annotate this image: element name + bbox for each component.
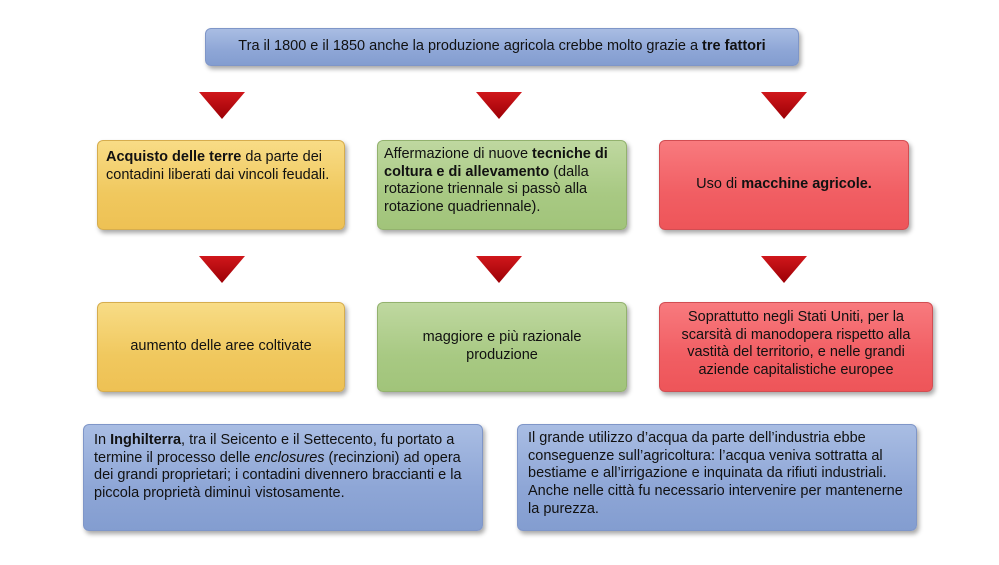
result-usa-text: Soprattutto negli Stati Uniti, per la scarsità di manodopera rispetto alla vastità del territorio, e nelle grandi aziende capitalistiche europee	[681, 309, 911, 379]
arrow-down-icon	[199, 90, 245, 120]
arrow-down-icon	[761, 254, 807, 284]
result-areas-text: aumento delle aree coltivate	[130, 338, 312, 355]
result-box-production	[377, 302, 627, 392]
title-text-bold: tre fattori	[702, 38, 766, 55]
arrow-down-icon	[761, 90, 807, 120]
arrow-down-icon	[476, 254, 522, 284]
title-box	[205, 28, 799, 66]
result-box-areas	[97, 302, 345, 392]
factor-box-techniques	[377, 140, 627, 230]
note-england-rest: (recinzioni) ad opera dei grandi proprietari; i contadini divennero braccianti e la piccola proprietà diminuì vistosamente.	[94, 449, 462, 502]
note-england-bold: Inghilterra	[110, 432, 182, 448]
factor-land-text: da parte dei contadini liberati dai vincoli feudali.	[106, 149, 330, 183]
note-water-text: Il grande utilizzo d’acqua da parte dell’industria ebbe conseguenze sull’agricoltura: l’acqua veniva sottratta al bestiame e all’irrigazione e inquinata da rifiuti industriali. Anche nelle città fu necessario intervenire per mantenerne la purezza.	[528, 430, 903, 517]
factor-machines-pre: Uso di	[696, 176, 742, 193]
note-box-water	[517, 424, 917, 531]
result-production-text: maggiore e più razionale produzione	[422, 329, 582, 363]
title-text	[238, 38, 765, 56]
factor-machines-text	[696, 176, 872, 194]
arrow-down-icon	[199, 254, 245, 284]
factor-box-machines	[659, 140, 909, 230]
note-england-italic: enclosures	[254, 449, 325, 466]
result-box-usa	[659, 302, 933, 392]
arrow-down-icon	[476, 90, 522, 120]
factor-land-bold: Acquisto delle terre	[106, 149, 242, 165]
factor-box-land	[97, 140, 345, 230]
factor-machines-bold: macchine agricole.	[741, 176, 872, 193]
factor-techniques-text: (dalla rotazione triennale si passò alla rotazione quadriennale).	[384, 163, 589, 216]
factor-techniques-bold: tecniche di coltura e di allevamento	[384, 146, 608, 180]
note-box-england	[83, 424, 483, 531]
note-england-mid: , tra il Seicento e il Settecento, fu portato a termine il processo delle	[94, 432, 455, 466]
factor-techniques-pre: Affermazione di nuove	[384, 146, 533, 162]
note-england-pre: In	[94, 432, 111, 448]
title-text-main: Tra il 1800 e il 1850 anche la produzione agricola crebbe molto grazie a	[238, 38, 703, 55]
